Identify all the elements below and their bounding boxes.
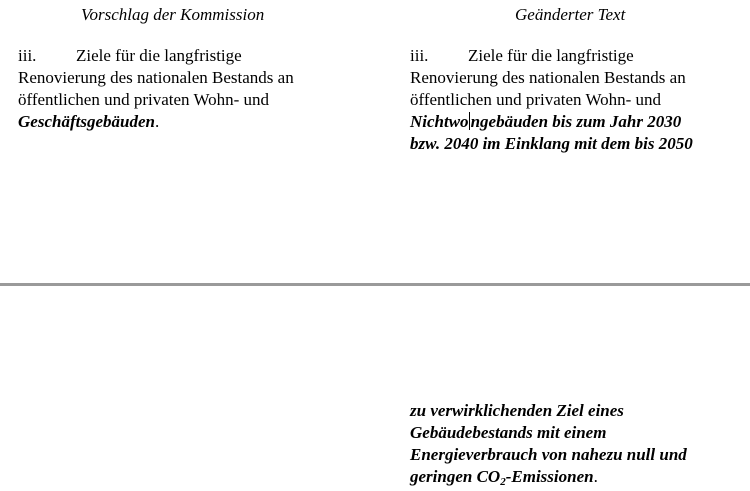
continued-period: . bbox=[593, 467, 598, 486]
right-item-bold-b: ngebäuden bis zum Jahr 2030 bbox=[470, 112, 682, 131]
right-column-continued bbox=[410, 400, 687, 488]
continued-line4 bbox=[410, 466, 687, 488]
right-column-header: Geänderter Text bbox=[515, 5, 626, 24]
co2-subscript: 2 bbox=[500, 476, 506, 488]
left-column-text bbox=[18, 45, 294, 133]
left-item-line2: Renovierung des nationalen Bestands an bbox=[18, 68, 294, 87]
right-item-number: iii. bbox=[410, 46, 429, 65]
left-item-line1-text: Ziele für die langfristige bbox=[76, 46, 242, 65]
left-item-line1 bbox=[18, 45, 294, 67]
left-item-period: . bbox=[154, 112, 160, 131]
continued-line3: Energieverbrauch von nahezu null und bbox=[410, 445, 687, 464]
left-item-number: iii. bbox=[18, 46, 37, 65]
right-item-bold-a: Nichtwo bbox=[410, 112, 469, 131]
left-item-line3: öffentlichen und privaten Wohn- und bbox=[18, 90, 270, 109]
left-column-header: Vorschlag der Kommission bbox=[81, 5, 265, 24]
right-item-line5: bzw. 2040 im Einklang mit dem bis 2050 bbox=[410, 134, 693, 153]
continued-line1: zu verwirklichenden Ziel eines bbox=[410, 401, 624, 420]
right-item-line2: Renovierung des nationalen Bestands an bbox=[410, 68, 686, 87]
continued-line4-b: -Emissionen bbox=[505, 467, 594, 486]
page-break-divider bbox=[0, 283, 750, 286]
continued-line4-a: geringen CO bbox=[410, 467, 501, 486]
right-item-line1 bbox=[410, 45, 693, 67]
right-item-line1-text: Ziele für die langfristige bbox=[468, 46, 634, 65]
right-column-text bbox=[410, 45, 693, 155]
left-item-line4 bbox=[18, 111, 294, 133]
right-item-line4 bbox=[410, 111, 693, 133]
continued-line2: Gebäudebestands mit einem bbox=[410, 423, 607, 442]
right-item-line3: öffentlichen und privaten Wohn- und bbox=[410, 90, 662, 109]
left-item-bold-text: Geschäftsgebäuden bbox=[18, 112, 155, 131]
